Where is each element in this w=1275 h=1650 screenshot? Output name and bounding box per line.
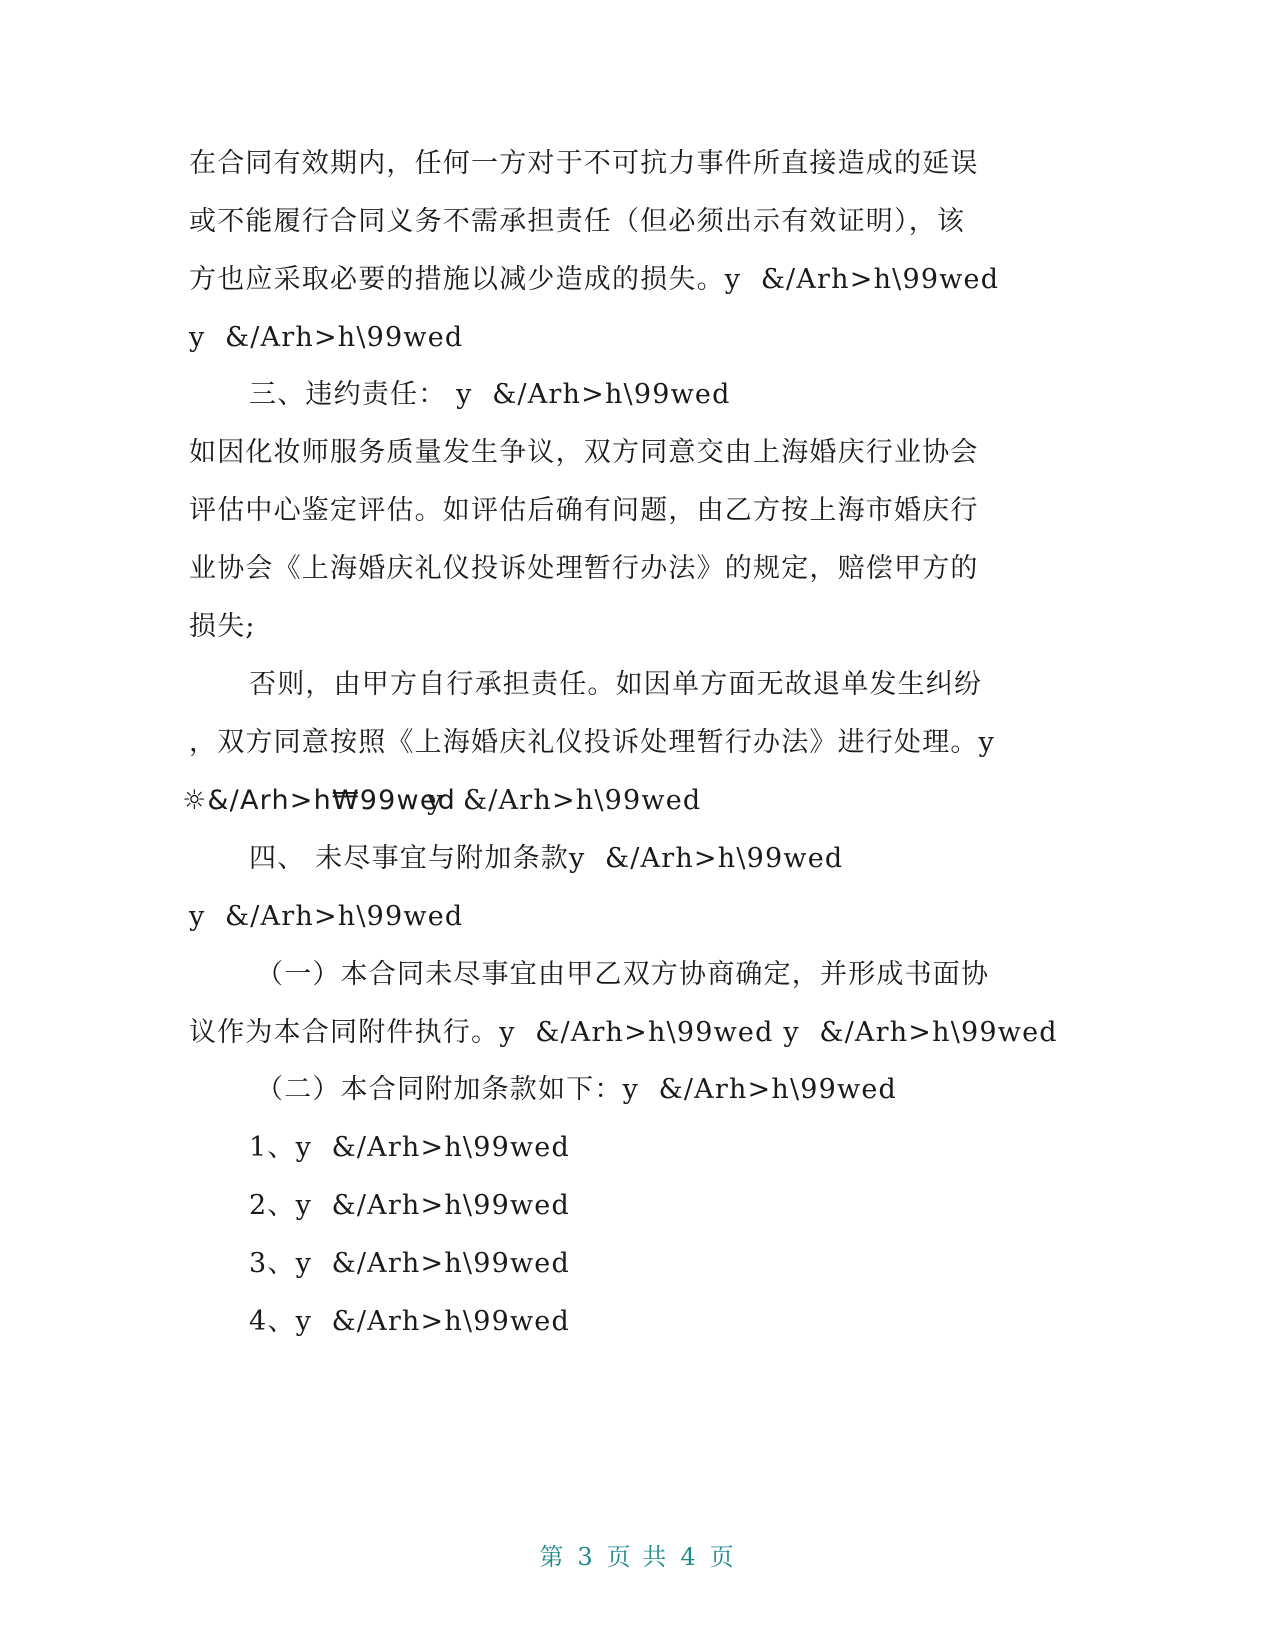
list-item: 4、y &/Arh>h\99wed — [249, 1306, 570, 1337]
paragraph-line: 或不能履行合同义务不需承担责任（但必须出示有效证明），该 — [189, 206, 966, 237]
footer-suffix: 页 — [709, 1543, 736, 1571]
paragraph-line: y &/Arh>h\99wed — [427, 785, 702, 816]
section-heading-breach: 三、违约责任： y &/Arh>h\99wed — [249, 379, 731, 410]
paragraph-line: 方也应采取必要的措施以减少造成的损失。y &/Arh>h\99wed — [189, 264, 1000, 295]
list-item: 2、y &/Arh>h\99wed — [249, 1190, 570, 1221]
paragraph-line: ，双方同意按照《上海婚庆礼仪投诉处理暂行办法》进行处理。y — [189, 727, 996, 758]
clause-one: （一）本合同未尽事宜由甲乙双方协商确定，并形成书面协 — [256, 959, 990, 990]
total-pages-number: 4 — [680, 1543, 698, 1571]
paragraph-line: 否则，由甲方自行承担责任。如因单方面无故退单发生纠纷 — [249, 669, 983, 700]
paragraph-line: 损失; — [189, 611, 256, 642]
paragraph-line: 议作为本合同附件执行。y &/Arh>h\99wed y &/Arh>h\99wed — [189, 1017, 1058, 1048]
garbled-text: ☼&/Arh>h₩99wed — [182, 785, 456, 816]
list-item: 1、y &/Arh>h\99wed — [249, 1132, 570, 1163]
paragraph-line: y &/Arh>h\99wed — [189, 901, 464, 932]
paragraph-line: 评估中心鉴定评估。如评估后确有问题，由乙方按上海市婚庆行 — [189, 495, 979, 526]
paragraph-line: 业协会《上海婚庆礼仪投诉处理暂行办法》的规定，赔偿甲方的 — [189, 553, 979, 584]
current-page-number: 3 — [577, 1543, 595, 1571]
footer-middle: 页 共 — [606, 1543, 669, 1571]
paragraph-line: 在合同有效期内，任何一方对于不可抗力事件所直接造成的延误 — [189, 148, 979, 179]
section-heading-misc: 四、 未尽事宜与附加条款y &/Arh>h\99wed — [249, 843, 844, 874]
clause-two: （二）本合同附加条款如下：y &/Arh>h\99wed — [256, 1074, 897, 1105]
paragraph-line: y &/Arh>h\99wed — [189, 322, 464, 353]
page-footer — [0, 1537, 1275, 1572]
footer-prefix: 第 — [539, 1543, 566, 1571]
paragraph-line: 如因化妆师服务质量发生争议，双方同意交由上海婚庆行业协会 — [189, 437, 979, 468]
list-item: 3、y &/Arh>h\99wed — [249, 1248, 570, 1279]
